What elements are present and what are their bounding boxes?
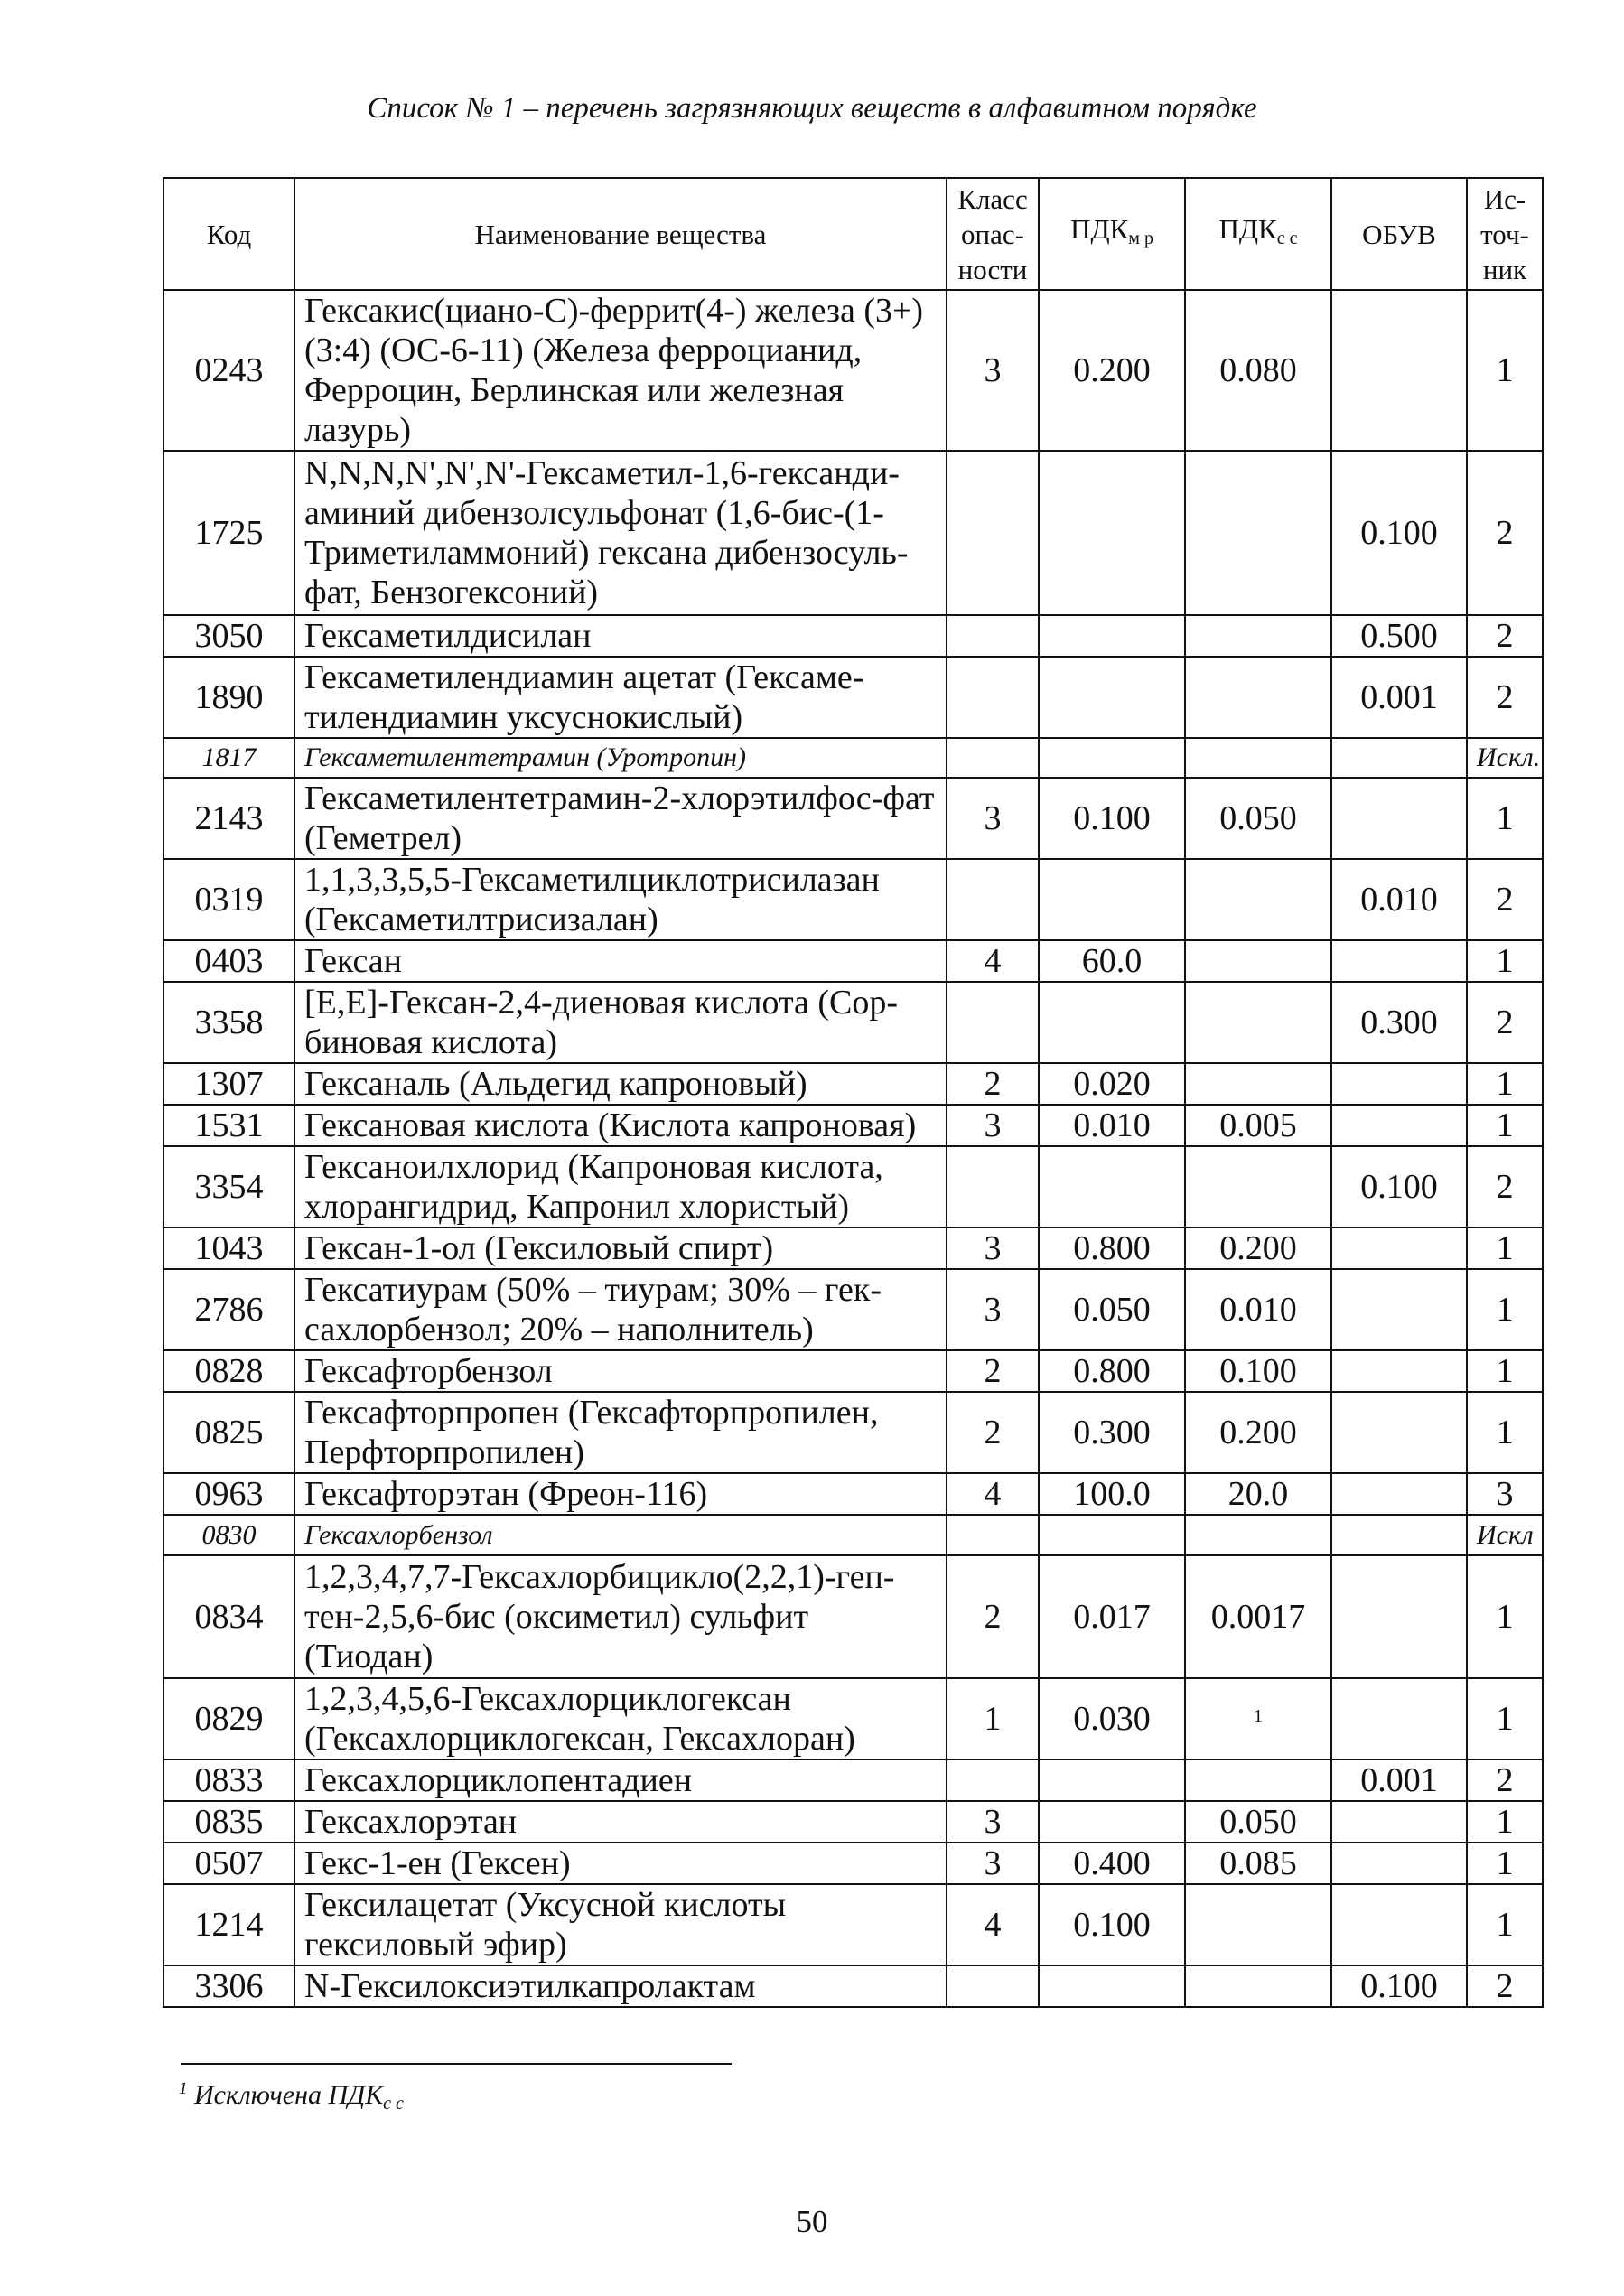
cell-obuv <box>1331 1063 1467 1105</box>
cell-name: Гексафторпропен (Гексафторпропилен, Перфторпропилен) <box>294 1392 947 1473</box>
cell-source: 1 <box>1467 940 1543 982</box>
table-row <box>163 1105 1543 1146</box>
cell-pdk-ss <box>1185 1063 1331 1105</box>
cell-pdk-ss <box>1185 1884 1331 1965</box>
cell-pdk-ss: 0.0017 <box>1185 1555 1331 1678</box>
cell-source: 3 <box>1467 1473 1543 1515</box>
table-row <box>163 982 1543 1063</box>
cell-code: 3354 <box>163 1146 294 1227</box>
cell-pdk-mr: 0.300 <box>1039 1392 1185 1473</box>
cell-pdk-mr: 0.030 <box>1039 1678 1185 1759</box>
cell-pdk-ss <box>1185 1965 1331 2007</box>
cell-code: 0507 <box>163 1843 294 1884</box>
header-pdk-mr <box>1039 178 1185 290</box>
header-pdk-ss-label: ПДК <box>1218 213 1277 245</box>
cell-source: 2 <box>1467 657 1543 738</box>
cell-pdk-ss <box>1185 1146 1331 1227</box>
cell-pdk-ss: 0.080 <box>1185 290 1331 451</box>
header-pdk-mr-subscript: м р <box>1128 229 1153 248</box>
cell-source: 1 <box>1467 1392 1543 1473</box>
cell-code: 2143 <box>163 778 294 859</box>
cell-code: 0828 <box>163 1350 294 1392</box>
cell-name: Гексан <box>294 940 947 982</box>
cell-code: 0835 <box>163 1801 294 1843</box>
cell-obuv <box>1331 1801 1467 1843</box>
cell-name: Гексафторбензол <box>294 1350 947 1392</box>
cell-pdk-mr: 0.800 <box>1039 1227 1185 1269</box>
cell-name: Гексахлорциклопентадиен <box>294 1759 947 1801</box>
cell-pdk-ss <box>1185 982 1331 1063</box>
cell-pdk-mr <box>1039 982 1185 1063</box>
table-row <box>163 940 1543 982</box>
cell-code: 0243 <box>163 290 294 451</box>
cell-pdk-mr <box>1039 1801 1185 1843</box>
cell-obuv <box>1331 1392 1467 1473</box>
cell-hazard-class <box>947 1515 1039 1555</box>
cell-pdk-ss <box>1185 1515 1331 1555</box>
cell-name: Гексаметилентетрамин (Уротропин) <box>294 738 947 778</box>
cell-source: 2 <box>1467 1146 1543 1227</box>
cell-pdk-mr <box>1039 657 1185 738</box>
cell-obuv: 0.300 <box>1331 982 1467 1063</box>
cell-pdk-mr <box>1039 1965 1185 2007</box>
cell-name: Гексаналь (Альдегид капроновый) <box>294 1063 947 1105</box>
cell-obuv <box>1331 1105 1467 1146</box>
cell-name: 1,2,3,4,7,7-Гексахлорбицикло(2,2,1)-геп-тен-2,5,6-бис (оксиметил) сульфит (Тиодан) <box>294 1555 947 1678</box>
cell-pdk-ss: 0.200 <box>1185 1392 1331 1473</box>
cell-hazard-class <box>947 615 1039 657</box>
cell-pdk-mr: 0.020 <box>1039 1063 1185 1105</box>
table-body <box>163 290 1543 2007</box>
table-row <box>163 1965 1543 2007</box>
cell-pdk-ss <box>1185 738 1331 778</box>
cell-hazard-class: 2 <box>947 1063 1039 1105</box>
cell-hazard-class: 4 <box>947 1884 1039 1965</box>
cell-obuv <box>1331 1227 1467 1269</box>
cell-pdk-mr: 0.400 <box>1039 1843 1185 1884</box>
cell-code: 0963 <box>163 1473 294 1515</box>
cell-obuv <box>1331 778 1467 859</box>
cell-obuv <box>1331 1473 1467 1515</box>
table-row <box>163 1269 1543 1350</box>
cell-pdk-mr <box>1039 451 1185 615</box>
cell-pdk-ss <box>1185 940 1331 982</box>
cell-pdk-mr: 60.0 <box>1039 940 1185 982</box>
cell-hazard-class: 4 <box>947 1473 1039 1515</box>
cell-code: 0403 <box>163 940 294 982</box>
cell-code: 1531 <box>163 1105 294 1146</box>
cell-hazard-class <box>947 1759 1039 1801</box>
cell-obuv <box>1331 1678 1467 1759</box>
footnote-reference: 1 <box>1254 1706 1263 1726</box>
cell-code: 2786 <box>163 1269 294 1350</box>
cell-obuv <box>1331 1884 1467 1965</box>
cell-hazard-class <box>947 657 1039 738</box>
cell-pdk-mr: 0.050 <box>1039 1269 1185 1350</box>
cell-name: Гексилацетат (Уксусной кислоты гексиловый эфир) <box>294 1884 947 1965</box>
cell-code: 3306 <box>163 1965 294 2007</box>
cell-obuv: 0.100 <box>1331 1146 1467 1227</box>
table-row <box>163 859 1543 940</box>
cell-code: 0319 <box>163 859 294 940</box>
cell-hazard-class <box>947 859 1039 940</box>
cell-source: 1 <box>1467 1227 1543 1269</box>
cell-obuv: 0.500 <box>1331 615 1467 657</box>
cell-pdk-ss: 20.0 <box>1185 1473 1331 1515</box>
table-row <box>163 738 1543 778</box>
table-row <box>163 1555 1543 1678</box>
cell-source: 1 <box>1467 1269 1543 1350</box>
cell-pdk-ss: 0.050 <box>1185 1801 1331 1843</box>
table-row <box>163 1884 1543 1965</box>
cell-pdk-ss: 0.050 <box>1185 778 1331 859</box>
cell-source: 1 <box>1467 1555 1543 1678</box>
cell-hazard-class <box>947 1965 1039 2007</box>
cell-name: N,N,N,N',N',N'-Гексаметил-1,6-гександи-аминий дибензолсульфонат (1,6-бис-(1-Триметиламмоний) гексана дибензосуль-фат, Бензогексоний) <box>294 451 947 615</box>
cell-pdk-ss: 0.100 <box>1185 1350 1331 1392</box>
footnote-subscript: с с <box>383 2094 404 2114</box>
cell-pdk-mr: 0.010 <box>1039 1105 1185 1146</box>
cell-name: Гексаноилхлорид (Капроновая кислота, хлорангидрид, Капронил хлористый) <box>294 1146 947 1227</box>
cell-hazard-class: 2 <box>947 1350 1039 1392</box>
table-row <box>163 1227 1543 1269</box>
cell-pdk-mr: 0.100 <box>1039 1884 1185 1965</box>
cell-name: 1,1,3,3,5,5-Гексаметилциклотрисилазан (Гексаметилтрисизалан) <box>294 859 947 940</box>
table-row <box>163 657 1543 738</box>
cell-pdk-ss <box>1185 1678 1331 1759</box>
cell-pdk-ss: 0.085 <box>1185 1843 1331 1884</box>
cell-hazard-class: 3 <box>947 290 1039 451</box>
cell-code: 0825 <box>163 1392 294 1473</box>
cell-pdk-mr: 0.800 <box>1039 1350 1185 1392</box>
header-hazard-class: Класс опас-ности <box>947 178 1039 290</box>
cell-hazard-class: 3 <box>947 778 1039 859</box>
header-code: Код <box>163 178 294 290</box>
cell-code: 1043 <box>163 1227 294 1269</box>
cell-obuv: 0.001 <box>1331 1759 1467 1801</box>
cell-pdk-ss <box>1185 1759 1331 1801</box>
cell-code: 0833 <box>163 1759 294 1801</box>
table-row <box>163 1473 1543 1515</box>
cell-hazard-class <box>947 982 1039 1063</box>
cell-source: 1 <box>1467 1105 1543 1146</box>
cell-obuv: 0.010 <box>1331 859 1467 940</box>
header-name: Наименование вещества <box>294 178 947 290</box>
cell-pdk-mr <box>1039 1515 1185 1555</box>
table-row <box>163 1515 1543 1555</box>
table-row <box>163 778 1543 859</box>
cell-obuv <box>1331 940 1467 982</box>
cell-name: Гексан-1-ол (Гексиловый спирт) <box>294 1227 947 1269</box>
cell-hazard-class: 4 <box>947 940 1039 982</box>
cell-hazard-class: 3 <box>947 1801 1039 1843</box>
cell-source: 1 <box>1467 1843 1543 1884</box>
cell-code: 1214 <box>163 1884 294 1965</box>
cell-hazard-class: 2 <box>947 1392 1039 1473</box>
cell-source: Искл. <box>1467 738 1543 778</box>
cell-pdk-mr: 0.200 <box>1039 290 1185 451</box>
cell-source: Искл <box>1467 1515 1543 1555</box>
cell-obuv: 0.100 <box>1331 451 1467 615</box>
cell-pdk-ss <box>1185 657 1331 738</box>
cell-name: Гексакис(циано-С)-феррит(4-) железа (3+) (3:4) (ОС-6-11) (Железа ферроцианид, Ферроцин, Берлинская или железная лазурь) <box>294 290 947 451</box>
cell-pdk-mr: 100.0 <box>1039 1473 1185 1515</box>
cell-source: 2 <box>1467 1759 1543 1801</box>
pollutants-table <box>163 177 1544 2008</box>
cell-obuv: 0.001 <box>1331 657 1467 738</box>
cell-name: Гексаметилдисилан <box>294 615 947 657</box>
page-title: Список № 1 – перечень загрязняющих веществ в алфавитном порядке <box>367 92 1257 125</box>
table-row <box>163 1678 1543 1759</box>
cell-pdk-mr <box>1039 1759 1185 1801</box>
cell-pdk-ss <box>1185 451 1331 615</box>
table-row <box>163 451 1543 615</box>
table-row <box>163 615 1543 657</box>
page-number: 50 <box>796 2204 828 2239</box>
cell-hazard-class: 3 <box>947 1843 1039 1884</box>
cell-hazard-class: 2 <box>947 1555 1039 1678</box>
table-row <box>163 1350 1543 1392</box>
cell-name: [E,E]-Гексан-2,4-диеновая кислота (Сор-биновая кислота) <box>294 982 947 1063</box>
header-pdk-ss <box>1185 178 1331 290</box>
footnote <box>179 2079 404 2114</box>
header-pdk-ss-subscript: с с <box>1276 229 1298 248</box>
footnote-mark: 1 <box>179 2079 188 2098</box>
cell-pdk-mr <box>1039 738 1185 778</box>
cell-source: 2 <box>1467 1965 1543 2007</box>
cell-pdk-mr: 0.017 <box>1039 1555 1185 1678</box>
footnote-text: Исключена ПДК <box>194 2080 384 2110</box>
cell-name: Гексахлорэтан <box>294 1801 947 1843</box>
header-pdk-mr-label: ПДК <box>1070 213 1129 245</box>
cell-name: Гекс-1-ен (Гексен) <box>294 1843 947 1884</box>
table-row <box>163 1843 1543 1884</box>
cell-name: Гексафторэтан (Фреон-116) <box>294 1473 947 1515</box>
cell-source: 1 <box>1467 290 1543 451</box>
table-row <box>163 1759 1543 1801</box>
cell-obuv <box>1331 738 1467 778</box>
cell-pdk-ss: 0.010 <box>1185 1269 1331 1350</box>
cell-name: Гексатиурам (50% – тиурам; 30% – гек-сахлорбензол; 20% – наполнитель) <box>294 1269 947 1350</box>
cell-pdk-ss: 0.005 <box>1185 1105 1331 1146</box>
cell-pdk-ss <box>1185 615 1331 657</box>
cell-pdk-ss <box>1185 859 1331 940</box>
cell-hazard-class: 1 <box>947 1678 1039 1759</box>
cell-code: 3358 <box>163 982 294 1063</box>
cell-source: 2 <box>1467 982 1543 1063</box>
cell-name: Гексахлорбензол <box>294 1515 947 1555</box>
cell-name: N-Гексилоксиэтилкапролактам <box>294 1965 947 2007</box>
cell-code: 1817 <box>163 738 294 778</box>
cell-pdk-ss: 0.200 <box>1185 1227 1331 1269</box>
cell-code: 1725 <box>163 451 294 615</box>
cell-name: Гексаметилендиамин ацетат (Гексаме-тилендиамин уксуснокислый) <box>294 657 947 738</box>
cell-code: 0834 <box>163 1555 294 1678</box>
cell-source: 2 <box>1467 451 1543 615</box>
cell-source: 2 <box>1467 859 1543 940</box>
cell-hazard-class: 3 <box>947 1269 1039 1350</box>
cell-name: Гексановая кислота (Кислота капроновая) <box>294 1105 947 1146</box>
cell-hazard-class <box>947 1146 1039 1227</box>
cell-pdk-mr <box>1039 859 1185 940</box>
table-row <box>163 1392 1543 1473</box>
cell-code: 0830 <box>163 1515 294 1555</box>
cell-source: 1 <box>1467 778 1543 859</box>
cell-hazard-class <box>947 451 1039 615</box>
table-row <box>163 290 1543 451</box>
cell-source: 2 <box>1467 615 1543 657</box>
cell-hazard-class <box>947 738 1039 778</box>
cell-code: 3050 <box>163 615 294 657</box>
footnote-divider <box>181 2063 732 2065</box>
cell-name: 1,2,3,4,5,6-Гексахлорциклогексан (Гексахлорциклогексан, Гексахлоран) <box>294 1678 947 1759</box>
cell-pdk-mr <box>1039 1146 1185 1227</box>
table-row <box>163 1063 1543 1105</box>
table-row <box>163 1146 1543 1227</box>
cell-source: 1 <box>1467 1801 1543 1843</box>
cell-hazard-class: 3 <box>947 1105 1039 1146</box>
table-row <box>163 1801 1543 1843</box>
table-header-row <box>163 178 1543 290</box>
cell-name: Гексаметилентетрамин-2-хлорэтилфос-фат (Геметрел) <box>294 778 947 859</box>
cell-source: 1 <box>1467 1350 1543 1392</box>
cell-source: 1 <box>1467 1678 1543 1759</box>
header-obuv: ОБУВ <box>1331 178 1467 290</box>
cell-obuv <box>1331 1555 1467 1678</box>
header-source: Ис-точ-ник <box>1467 178 1543 290</box>
cell-obuv: 0.100 <box>1331 1965 1467 2007</box>
cell-obuv <box>1331 1515 1467 1555</box>
cell-obuv <box>1331 1269 1467 1350</box>
cell-source: 1 <box>1467 1884 1543 1965</box>
cell-obuv <box>1331 1350 1467 1392</box>
cell-obuv <box>1331 290 1467 451</box>
cell-pdk-mr <box>1039 615 1185 657</box>
cell-code: 0829 <box>163 1678 294 1759</box>
cell-source: 1 <box>1467 1063 1543 1105</box>
cell-obuv <box>1331 1843 1467 1884</box>
cell-code: 1307 <box>163 1063 294 1105</box>
cell-hazard-class: 3 <box>947 1227 1039 1269</box>
cell-code: 1890 <box>163 657 294 738</box>
cell-pdk-mr: 0.100 <box>1039 778 1185 859</box>
